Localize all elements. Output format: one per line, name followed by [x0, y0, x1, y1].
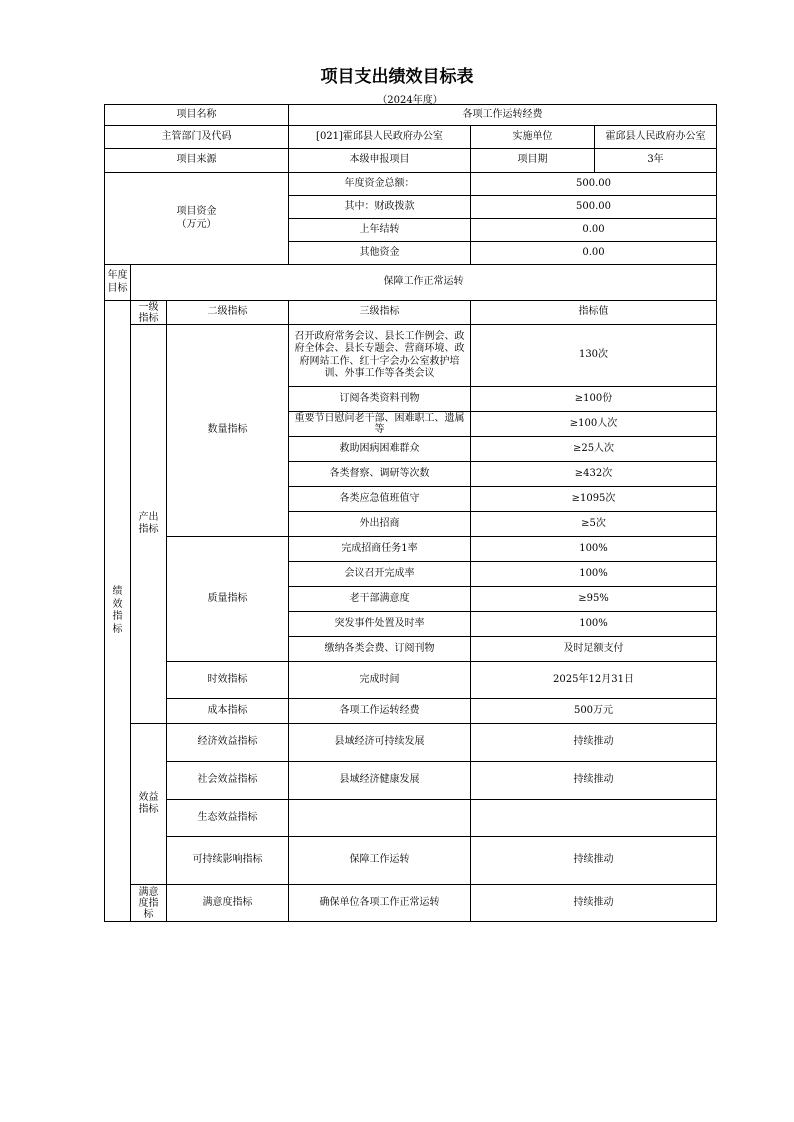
- quantity-value-5: ≥432次: [471, 462, 717, 487]
- funds-other-value: 0.00: [471, 242, 717, 265]
- quantity-value-2: ≥100份: [471, 387, 717, 412]
- sustainable-indicator-label: 可持续影响指标: [167, 837, 289, 885]
- table-row: [105, 885, 717, 922]
- quality-name-3: 老干部满意度: [289, 587, 471, 612]
- funds-carryover-value: 0.00: [471, 219, 717, 242]
- social-indicator-label: 社会效益指标: [167, 762, 289, 800]
- satisfaction-level1-label: 满意 度指 标: [131, 885, 167, 922]
- cost-value: 500万元: [471, 699, 717, 724]
- quantity-name-7: 外出招商: [289, 512, 471, 537]
- funds-total-value: 500.00: [471, 173, 717, 196]
- quantity-name-6: 各类应急值班值守: [289, 487, 471, 512]
- sustainable-value: 持续推动: [471, 837, 717, 885]
- table-row: [105, 699, 717, 724]
- timeliness-name: 完成时间: [289, 662, 471, 699]
- table-row: [105, 537, 717, 562]
- quality-value-5: 及时足额支付: [471, 637, 717, 662]
- row-dept: [105, 126, 717, 149]
- quantity-name-2: 订阅各类资料刊物: [289, 387, 471, 412]
- row-funds-total: [105, 173, 717, 196]
- row-indicator-header: [105, 301, 717, 325]
- impl-unit-value: 霍邱县人民政府办公室: [595, 126, 717, 149]
- quantity-name-1: 召开政府常务会议、县长工作例会、政府全体会、县长专题会、营商环境、政府网站工作、红十字会办公室救护培训、外事工作等各类会议: [289, 325, 471, 387]
- source-value: 本级申报项目: [289, 149, 471, 173]
- table-row: [105, 724, 717, 762]
- project-name-value: 各项工作运转经费: [289, 105, 717, 126]
- period-label: 项目期: [471, 149, 595, 173]
- cost-indicator-label: 成本指标: [167, 699, 289, 724]
- output-indicator-label: 产出 指标: [131, 325, 167, 724]
- dept-label: 主管部门及代码: [105, 126, 289, 149]
- header-level3: 三级指标: [289, 301, 471, 325]
- table-row: [105, 800, 717, 837]
- quantity-indicator-label: 数量指标: [167, 325, 289, 537]
- table-row: [105, 762, 717, 800]
- quality-name-5: 缴纳各类会费、订阅刊物: [289, 637, 471, 662]
- header-level1: 一级 指标: [131, 301, 167, 325]
- quality-value-4: 100%: [471, 612, 717, 637]
- row-annual-goal: [105, 265, 717, 301]
- quantity-value-4: ≥25人次: [471, 437, 717, 462]
- quantity-value-1: 130次: [471, 325, 717, 387]
- quantity-name-4: 救助困病困难群众: [289, 437, 471, 462]
- quality-value-3: ≥95%: [471, 587, 717, 612]
- project-name-label: 项目名称: [105, 105, 289, 126]
- satisfaction-name: 确保单位各项工作正常运转: [289, 885, 471, 922]
- cost-name: 各项工作运转经费: [289, 699, 471, 724]
- row-project-name: [105, 105, 717, 126]
- row-source: [105, 149, 717, 173]
- benefit-indicator-label: 效益 指标: [131, 724, 167, 885]
- economic-indicator-label: 经济效益指标: [167, 724, 289, 762]
- funds-label: 项目资金 （万元）: [105, 173, 289, 265]
- quantity-value-7: ≥5次: [471, 512, 717, 537]
- funds-fiscal-label: 其中：财政拨款: [289, 196, 471, 219]
- quality-value-1: 100%: [471, 537, 717, 562]
- timeliness-indicator-label: 时效指标: [167, 662, 289, 699]
- funds-other-label: 其他资金: [289, 242, 471, 265]
- dept-value: [021]霍邱县人民政府办公室: [289, 126, 471, 149]
- impl-unit-label: 实施单位: [471, 126, 595, 149]
- performance-table: [104, 104, 717, 922]
- table-row: [105, 325, 717, 387]
- quality-value-2: 100%: [471, 562, 717, 587]
- period-value: 3年: [595, 149, 717, 173]
- header-level2: 二级指标: [167, 301, 289, 325]
- header-value: 指标值: [471, 301, 717, 325]
- funds-fiscal-value: 500.00: [471, 196, 717, 219]
- funds-carryover-label: 上年结转: [289, 219, 471, 242]
- social-value: 持续推动: [471, 762, 717, 800]
- quality-name-4: 突发事件处置及时率: [289, 612, 471, 637]
- social-name: 县域经济健康发展: [289, 762, 471, 800]
- quantity-name-5: 各类督察、调研等次数: [289, 462, 471, 487]
- ecological-value: [471, 800, 717, 837]
- funds-total-label: 年度资金总额：: [289, 173, 471, 196]
- satisfaction-value: 持续推动: [471, 885, 717, 922]
- quality-name-1: 完成招商任务1率: [289, 537, 471, 562]
- quality-name-2: 会议召开完成率: [289, 562, 471, 587]
- economic-value: 持续推动: [471, 724, 717, 762]
- quantity-name-3: 重要节日慰问老干部、困难职工、遗属等: [289, 412, 471, 437]
- quantity-value-6: ≥1095次: [471, 487, 717, 512]
- ecological-name: [289, 800, 471, 837]
- perf-indicator-label: 绩 效 指 标: [105, 301, 131, 922]
- quantity-value-3: ≥100人次: [471, 412, 717, 437]
- year-label: （2024年度）: [377, 95, 443, 106]
- page-title: 项目支出绩效目标表: [320, 67, 474, 87]
- sustainable-name: 保障工作运转: [289, 837, 471, 885]
- economic-name: 县域经济可持续发展: [289, 724, 471, 762]
- source-label: 项目来源: [105, 149, 289, 173]
- annual-goal-label: 年度 目标: [105, 265, 131, 301]
- annual-goal-text: 保障工作正常运转: [131, 265, 717, 301]
- table-row: [105, 837, 717, 885]
- ecological-indicator-label: 生态效益指标: [167, 800, 289, 837]
- quality-indicator-label: 质量指标: [167, 537, 289, 662]
- timeliness-value: 2025年12月31日: [471, 662, 717, 699]
- table-row: [105, 662, 717, 699]
- satisfaction-indicator-label: 满意度指标: [167, 885, 289, 922]
